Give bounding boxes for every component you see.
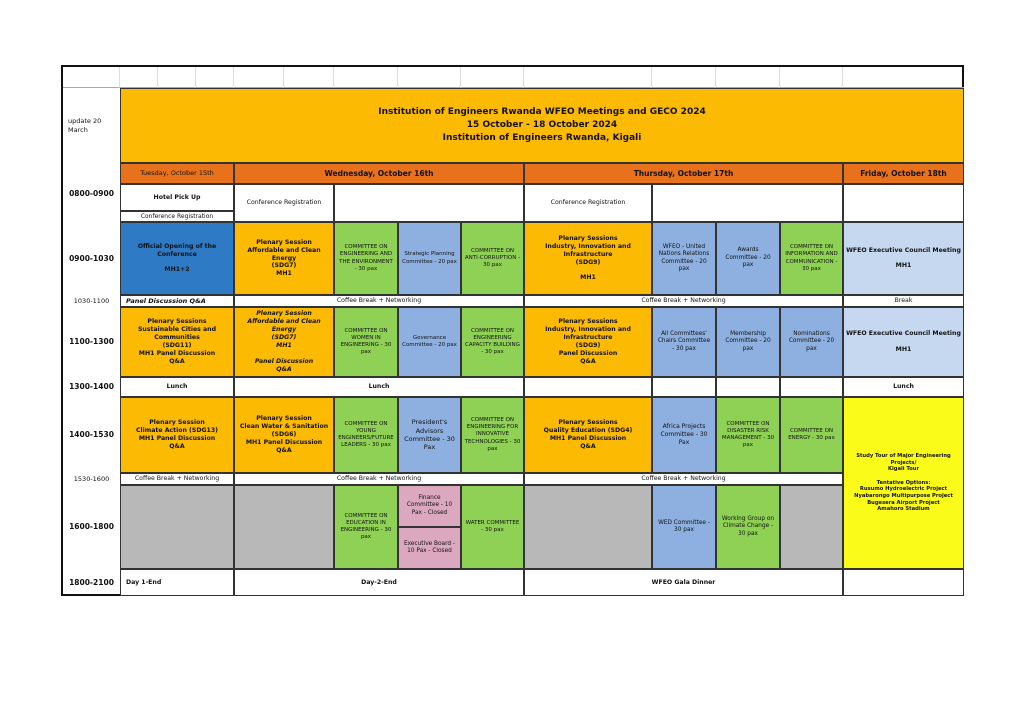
time-slot-label: 1030-1100: [73, 296, 110, 305]
committee-engineering-environment: COMMITTEE ON ENGINEERING AND THE ENVIRONMENT - 30 pax: [334, 222, 398, 295]
lunch: Lunch: [120, 377, 234, 397]
day-header-friday: Friday, October 18th: [843, 163, 964, 184]
committee-energy: COMMITTEE ON ENERGY - 30 pax: [780, 397, 843, 473]
top-grid-cell: [63, 67, 120, 88]
top-grid-cell: [652, 67, 716, 88]
governance-committee: Governance Committee - 20 pax: [398, 307, 461, 377]
break: Break: [843, 295, 964, 307]
tue-plenary-sdg13: Plenary Session Climate Action (SDG13) MH1 Panel Discussion Q&A: [120, 397, 234, 473]
committee-disaster-risk: COMMITTEE ON DISASTER RISK MANAGEMENT - 30 pax: [716, 397, 780, 473]
thu-plenary-sdg9-panel: Plenary Sessions Industry, Innovation and Infrastructure (SDG9) Panel Discussion Q&A: [524, 307, 652, 377]
event-dates: 15 October - 18 October 2024: [466, 119, 618, 130]
time-slot-label: 1600-1800: [69, 522, 114, 532]
panel-discussion: Panel Discussion Q&A: [120, 295, 234, 307]
top-grid-cell: [158, 67, 196, 88]
day-1-end: Day 1-End: [120, 569, 234, 596]
coffee-break: Coffee Break + Networking: [524, 295, 843, 307]
executive-council-meeting: WFEO Executive Council Meeting MH1: [843, 307, 964, 377]
time-slot-label: 1530-1600: [73, 474, 110, 483]
executive-council-meeting: WFEO Executive Council Meeting MH1: [843, 222, 964, 295]
time-slot-label: 1100-1300: [69, 337, 114, 347]
top-grid-cell: [716, 67, 780, 88]
wed-plenary-sdg7-panel: Plenary Session Affordable and Clean Energy (SDG7) MH1 Panel Discussion Q&A: [234, 307, 334, 377]
time-slot-label: 1400-1530: [69, 430, 114, 440]
update-note: update 20 March: [68, 117, 102, 134]
schedule-sheet: [61, 65, 964, 596]
thu-plenary-sdg9: Plenary Sessions Industry, Innovation and Infrastructure (SDG9) MH1: [524, 222, 652, 295]
wed-plenary-sdg6: Plenary Session Clean Water & Sanitation (SDG6) MH1 Panel Discussion Q&A: [234, 397, 334, 473]
coffee-break: Coffee Break + Networking: [120, 473, 234, 485]
top-grid-cell: [334, 67, 398, 88]
committee-innovative-technologies: COMMITTEE ON ENGINEERING FOR INNOVATIVE TECHNOLOGIES - 30 pax: [461, 397, 524, 473]
africa-projects-committee: Africa Projects Committee - 30 Pax: [652, 397, 716, 473]
climate-change-working-group: Working Group on Climate Change - 30 pax: [716, 485, 780, 569]
top-grid-cell: [461, 67, 524, 88]
committee-women-engineering: COMMITTEE ON WOMEN IN ENGINEERING - 30 pax: [334, 307, 398, 377]
empty-grey-cell: [524, 485, 652, 569]
conference-registration-thursday: Conference Registration: [524, 184, 652, 222]
top-grid-cell: [120, 67, 158, 88]
empty-cell: [524, 377, 652, 397]
empty-cell: [652, 377, 716, 397]
wed-committee: WED Committee - 30 pax: [652, 485, 716, 569]
top-grid-cell: [524, 67, 652, 88]
empty-grey-cell: [780, 485, 843, 569]
event-venue: Institution of Engineers Rwanda, Kigali: [442, 133, 642, 144]
strategic-planning-committee: Strategic Planning Committee - 20 pax: [398, 222, 461, 295]
top-grid-cell: [284, 67, 334, 88]
event-title: Institution of Engineers Rwanda WFEO Meetings and GECO 2024: [378, 106, 706, 117]
membership-committee: Membership Committee - 20 pax: [716, 307, 780, 377]
gala-dinner: WFEO Gala Dinner: [524, 569, 843, 596]
time-slot-label: 0800-0900: [69, 189, 114, 199]
coffee-break: Coffee Break + Networking: [234, 473, 524, 485]
study-tour: Study Tour of Major Engineering Projects/ Kigali Tour Tentative Options: Rusumo Hydroelectric Project Nyabarongo Multipurpose Project Bugesera Airport Project Amahoro Stadium: [843, 397, 964, 569]
hotel-pickup: Hotel Pick Up: [120, 184, 234, 211]
time-slot-label: 0900-1030: [69, 253, 114, 263]
top-grid-cell: [843, 67, 964, 88]
executive-board: Executive Board - 10 Pax - Closed: [398, 527, 461, 569]
day-header-wednesday: Wednesday, October 16th: [234, 163, 524, 184]
lunch: Lunch: [843, 377, 964, 397]
empty-cell: [652, 184, 843, 222]
wed-plenary-sdg7: Plenary Session Affordable and Clean Energy (SDG7) MH1: [234, 222, 334, 295]
lunch: Lunch: [234, 377, 524, 397]
official-opening: Official Opening of the Conference MH1+2: [120, 222, 234, 295]
committee-information-communication: COMMITTEE ON INFORMATION AND COMMUNICATION - 30 pax: [780, 222, 843, 295]
time-slot-label: 1300-1400: [69, 382, 114, 392]
conference-registration-wednesday: Conference Registration: [234, 184, 334, 222]
top-grid-cell: [196, 67, 234, 88]
thu-plenary-sdg4: Plenary Sessions Quality Education (SDG4) MH1 Panel Discussion Q&A: [524, 397, 652, 473]
top-grid-cell: [780, 67, 843, 88]
presidents-advisors-committee: President's Advisors Committee - 30 Pax: [398, 397, 461, 473]
committee-education: COMMITTEE ON EDUCATION IN ENGINEERING - 30 pax: [334, 485, 398, 569]
committee-anti-corruption: COMMITTEE ON ANTI-CORRUPTION - 30 pax: [461, 222, 524, 295]
empty-grey-cell: [234, 485, 334, 569]
chairs-committee: All Committees' Chairs Committee - 30 pax: [652, 307, 716, 377]
empty-cell: [780, 377, 843, 397]
finance-committee: Finance Committee - 10 Pax - Closed: [398, 485, 461, 527]
committee-young-engineers: COMMITTEE ON YOUNG ENGINEERS/FUTURE LEADERS - 30 pax: [334, 397, 398, 473]
conference-registration-tuesday: Conference Registration: [120, 211, 234, 222]
nominations-committee: Nominations Committee - 20 pax: [780, 307, 843, 377]
empty-cell: [334, 184, 524, 222]
tue-plenary-sdg11: Plenary Sessions Sustainable Cities and Communities (SDG11) MH1 Panel Discussion Q&A: [120, 307, 234, 377]
event-title-banner: [120, 88, 964, 163]
time-slot-label: 1800-2100: [69, 577, 114, 587]
day-header-thursday: Thursday, October 17th: [524, 163, 843, 184]
empty-cell: [843, 569, 964, 596]
coffee-break: Coffee Break + Networking: [234, 295, 524, 307]
empty-grey-cell: [120, 485, 234, 569]
un-relations-committee: WFEO - United Nations Relations Committee - 20 pax: [652, 222, 716, 295]
committee-capacity-building: COMMITTEE ON ENGINEERING CAPACITY BUILDING - 30 pax: [461, 307, 524, 377]
empty-cell: [843, 184, 964, 222]
day-2-end: Day-2-End: [234, 569, 524, 596]
water-committee: WATER COMMITTEE - 30 pax: [461, 485, 524, 569]
top-grid-cell: [234, 67, 284, 88]
coffee-break: Coffee Break + Networking: [524, 473, 843, 485]
awards-committee: Awards Committee - 20 pax: [716, 222, 780, 295]
top-grid-cell: [398, 67, 461, 88]
empty-cell: [716, 377, 780, 397]
day-header-tuesday: Tuesday, October 15th: [120, 163, 234, 184]
